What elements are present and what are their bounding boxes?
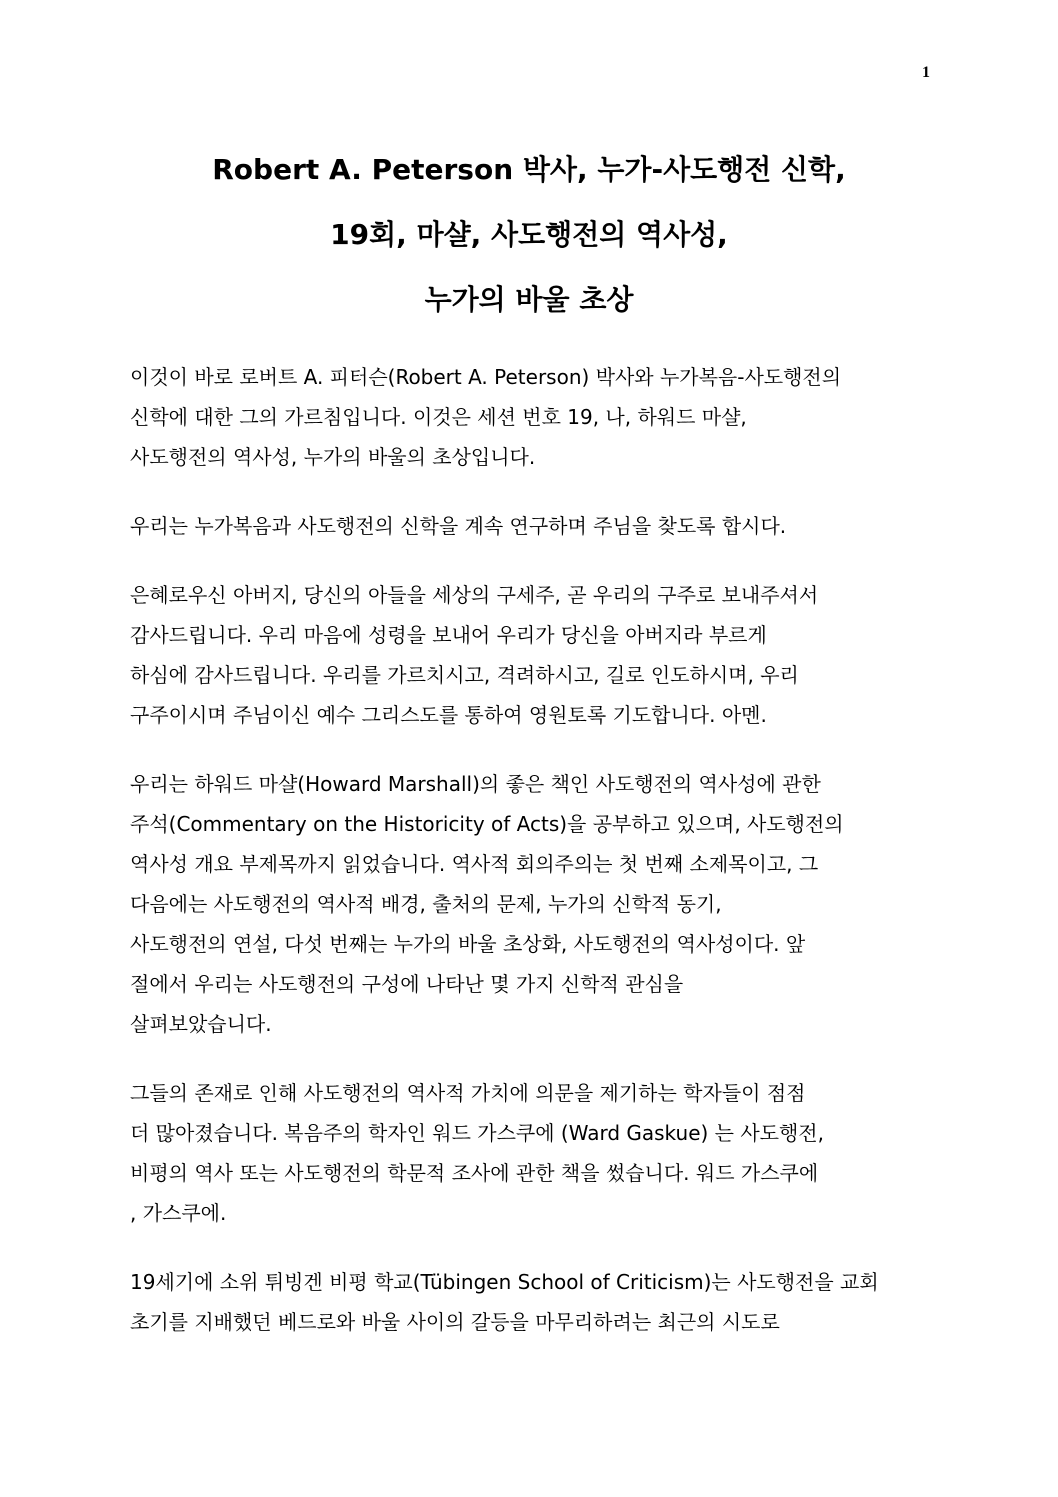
paragraph-prayer [130,575,930,735]
body-text [130,357,930,1371]
text-line: 이것이 바로 로버트 A. 피터슨(Robert A. Peterson) 박사와 누가복음-사도행전의 [130,365,842,389]
text-line: 더 많아졌습니다. 복음주의 학자인 워드 가스쿠에 (Ward Gaskue) 는 사도행전, [130,1121,824,1145]
text-line: 절에서 우리는 사도행전의 구성에 나타난 몇 가지 신학적 관심을 [130,972,684,996]
text-line: 역사성 개요 부제목까지 읽었습니다. 역사적 회의주의는 첫 번째 소제목이고, 그 [130,852,819,876]
page-number: 1 [922,64,930,81]
paragraph-tubingen [130,1262,930,1342]
paragraph-gasque [130,1073,930,1233]
text-line: 은혜로우신 아버지, 당신의 아들을 세상의 구세주, 곧 우리의 구주로 보내주셔서 [130,583,819,607]
text-line: 우리는 누가복음과 사도행전의 신학을 계속 연구하며 주님을 찾도록 합시다. [130,514,787,538]
text-line: 19세기에 소위 튀빙겐 비평 학교(Tübingen School of Criticism)는 사도행전을 교회 [130,1270,879,1294]
paragraph-invitation [130,506,930,546]
title-line: 19회, 마샬, 사도행전의 역사성, [330,218,728,251]
text-line: 사도행전의 연설, 다섯 번째는 누가의 바울 초상화, 사도행전의 역사성이다. 앞 [130,932,806,956]
paragraph-intro [130,357,930,477]
text-line: 주석(Commentary on the Historicity of Acts)을 공부하고 있으며, 사도행전의 [130,812,844,836]
text-line: 다음에는 사도행전의 역사적 배경, 출처의 문제, 누가의 신학적 동기, [130,892,722,916]
text-line: 사도행전의 역사성, 누가의 바울의 초상입니다. [130,445,536,469]
title-line: 누가의 바울 초상 [424,283,634,316]
text-line: , 가스쿠에. [130,1201,227,1225]
paragraph-marshall [130,764,930,1044]
text-line: 비평의 역사 또는 사도행전의 학문적 조사에 관한 책을 썼습니다. 워드 가스쿠에 [130,1161,819,1185]
text-line: 신학에 대한 그의 가르침입니다. 이것은 세션 번호 19, 나, 하워드 마샬, [130,405,747,429]
text-line: 살펴보았습니다. [130,1012,272,1036]
text-line: 구주이시며 주님이신 예수 그리스도를 통하여 영원토록 기도합니다. 아멘. [130,703,767,727]
text-line: 그들의 존재로 인해 사도행전의 역사적 가치에 의문을 제기하는 학자들이 점점 [130,1081,806,1105]
text-line: 감사드립니다. 우리 마음에 성령을 보내어 우리가 당신을 아버지라 부르게 [130,623,767,647]
text-line: 하심에 감사드립니다. 우리를 가르치시고, 격려하시고, 길로 인도하시며, 우리 [130,663,799,687]
title-line: Robert A. Peterson 박사, 누가-사도행전 신학, [212,153,846,186]
text-line: 초기를 지배했던 베드로와 바울 사이의 갈등을 마무리하려는 최근의 시도로 [130,1310,780,1334]
text-line: 우리는 하워드 마샬(Howard Marshall)의 좋은 책인 사도행전의 역사성에 관한 [130,772,821,796]
document-title [130,137,928,332]
